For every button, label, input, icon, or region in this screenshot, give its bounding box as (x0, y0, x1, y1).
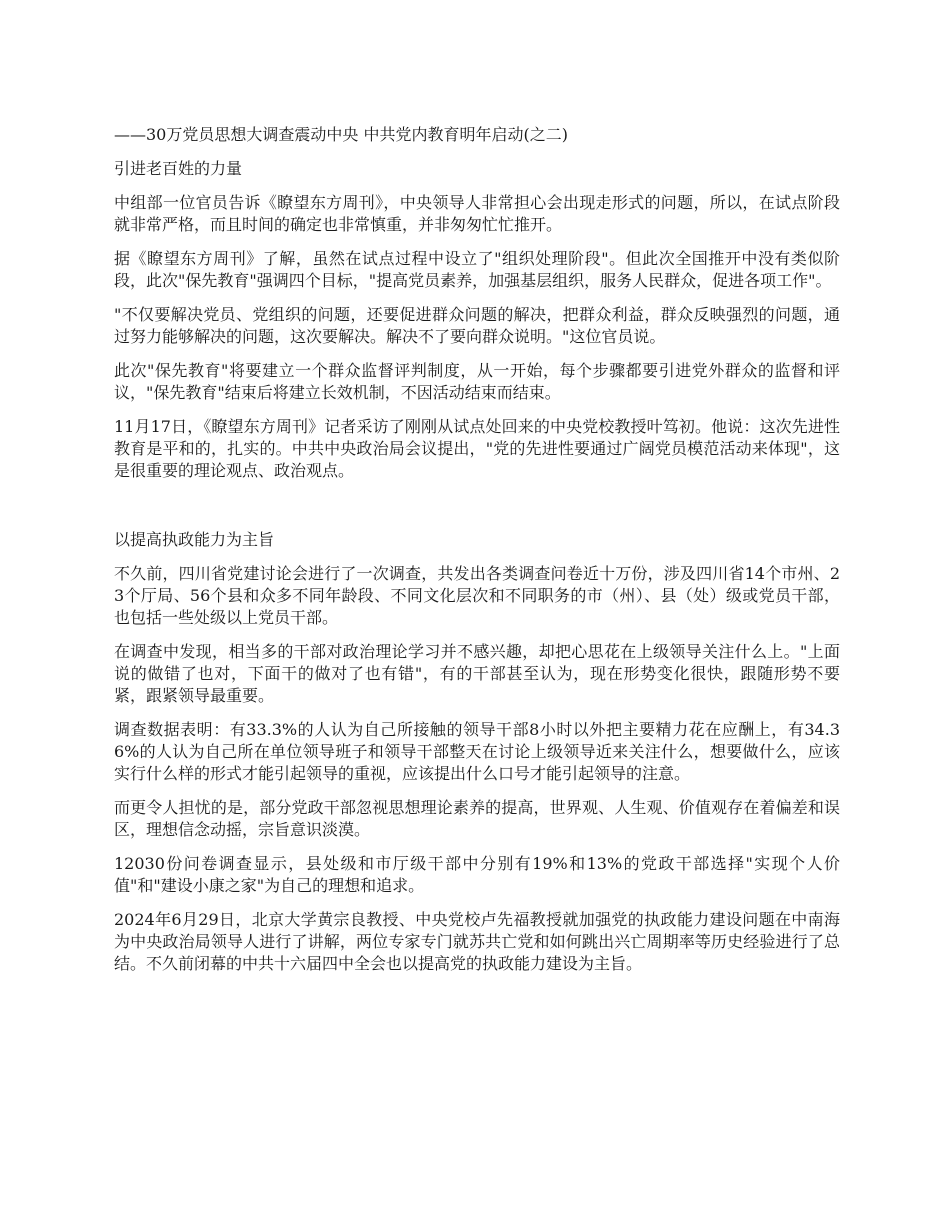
paragraph: 在调查中发现，相当多的干部对政治理论学习并不感兴趣，却把心思花在上级领导关注什么上。"上面说的做错了也对，下面干的做对了也有错"，有的干部甚至认为，现在形势变化很快，跟随形势不要紧，跟紧领导最重要。 (114, 642, 840, 705)
paragraph: 不久前，四川省党建讨论会进行了一次调查，共发出各类调查问卷近十万份，涉及四川省14个市州、23个厅局、56个县和众多不同年龄段、不同文化层次和不同职务的市（州）、县（处）级或党员干部，也包括一些处级以上党员干部。 (114, 564, 840, 627)
paragraph: 此次"保先教育"将要建立一个群众监督评判制度，从一开始，每个步骤都要引进党外群众的监督和评议，"保先教育"结束后将建立长效机制，不因活动结束而结束。 (114, 361, 840, 402)
paragraph: 调查数据表明：有33.3%的人认为自己所接触的领导干部8小时以外把主要精力花在应酬上，有34.36%的人认为自己所在单位领导班子和领导干部整天在讨论上级领导近来关注什么，想要做什么，应该实行什么样的形式才能引起领导的重视，应该提出什么口号才能引起领导的注意。 (114, 720, 840, 783)
section-heading: 引进老百姓的力量 (114, 159, 243, 178)
paragraph: 中组部一位官员告诉《瞭望东方周刊》，中央领导人非常担心会出现走形式的问题，所以，在试点阶段就非常严格，而且时间的确定也非常慎重，并非匆匆忙忙推开。 (114, 193, 840, 234)
section-spacer (114, 494, 840, 529)
paragraph: 而更令人担忧的是，部分党政干部忽视思想理论素养的提高，世界观、人生观、价值观存在着偏差和误区，理想信念动摇，宗旨意识淡漠。 (114, 798, 840, 839)
document-page (114, 124, 840, 987)
article-subtitle: ——30万党员思想大调查震动中央 中共党内教育明年启动(之二) (114, 125, 568, 144)
paragraph: 12030份问卷调查显示，县处级和市厅级干部中分别有19%和13%的党政干部选择"实现个人价值"和"建设小康之家"为自己的理想和追求。 (114, 854, 840, 895)
paragraph: "不仅要解决党员、党组织的问题，还要促进群众问题的解决，把群众利益，群众反映强烈的问题，通过努力能够解决的问题，这次要解决。解决不了要向群众说明。"这位官员说。 (114, 305, 840, 346)
paragraph: 11月17日，《瞭望东方周刊》记者采访了刚刚从试点处回来的中央党校教授叶笃初。他说：这次先进性教育是平和的，扎实的。中共中央政治局会议提出，"党的先进性要通过广阔党员模范活动来体现"，这是很重要的理论观点、政治观点。 (114, 417, 840, 480)
section-heading: 以提高执政能力为主旨 (114, 530, 275, 549)
paragraph: 2024年6月29日，北京大学黄宗良教授、中央党校卢先福教授就加强党的执政能力建设问题在中南海为中央政治局领导人进行了讲解，两位专家专门就苏共亡党和如何跳出兴亡周期率等历史经验进行了总结。不久前闭幕的中共十六届四中全会也以提高党的执政能力建设为主旨。 (114, 910, 840, 973)
paragraph: 据《瞭望东方周刊》了解，虽然在试点过程中设立了"组织处理阶段"。但此次全国推开中没有类似阶段，此次"保先教育"强调四个目标，"提高党员素养，加强基层组织，服务人民群众，促进各项工作"。 (114, 249, 840, 290)
